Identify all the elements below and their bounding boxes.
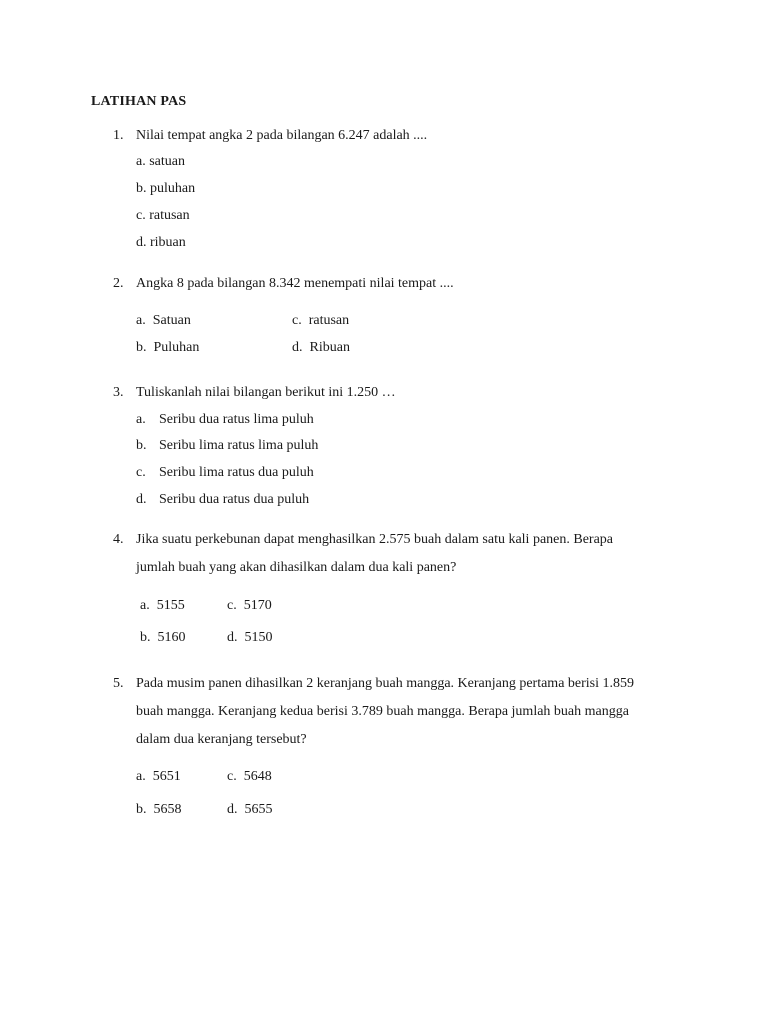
question-text: Angka 8 pada bilangan 8.342 menempati nilai tempat ....	[136, 276, 454, 291]
question-text-line-3: dalam dua keranjang tersebut?	[136, 732, 307, 747]
option-a-text: Seribu dua ratus lima puluh	[159, 412, 314, 427]
option-d: d. 5150	[227, 630, 273, 645]
option-b: b. 5658	[136, 802, 182, 817]
option-b: b. puluhan	[136, 181, 196, 196]
question-number: 3.	[113, 385, 124, 400]
option-a: a. Satuan	[136, 313, 191, 328]
question-text: Tuliskanlah nilai bilangan berikut ini 1.250 …	[136, 385, 396, 400]
option-b-letter: b.	[136, 438, 147, 453]
question-text: Nilai tempat angka 2 pada bilangan 6.247 adalah ....	[136, 128, 428, 143]
option-c-letter: c.	[136, 465, 146, 480]
option-a-letter: a.	[136, 412, 146, 427]
question-number: 4.	[113, 532, 124, 547]
document-title: LATIHAN PAS	[91, 94, 187, 109]
option-c: c. ratusan	[292, 313, 350, 328]
option-d: d. ribuan	[136, 235, 186, 250]
question-number: 5.	[113, 676, 124, 691]
option-d: d. 5655	[227, 802, 273, 817]
option-c-text: Seribu lima ratus dua puluh	[159, 465, 314, 480]
option-c: c. ratusan	[136, 208, 190, 223]
question-number: 2.	[113, 276, 124, 291]
option-d-text: Seribu dua ratus dua puluh	[159, 492, 310, 507]
question-text-line-1: Jika suatu perkebunan dapat menghasilkan 2.575 buah dalam satu kali panen. Berapa	[136, 532, 614, 547]
option-b: b. 5160	[140, 630, 186, 645]
question-number: 1.	[113, 128, 124, 143]
option-c: c. 5170	[227, 598, 272, 613]
option-b: b. Puluhan	[136, 340, 200, 355]
option-d-letter: d.	[136, 492, 147, 507]
question-text-line-1: Pada musim panen dihasilkan 2 keranjang buah mangga. Keranjang pertama berisi 1.859	[136, 676, 635, 691]
option-d: d. Ribuan	[292, 340, 350, 355]
option-b-text: Seribu lima ratus lima puluh	[159, 438, 319, 453]
option-c: c. 5648	[227, 769, 272, 784]
question-text-line-2: buah mangga. Keranjang kedua berisi 3.789 buah mangga. Berapa jumlah buah mangga	[136, 704, 629, 719]
option-a: a. 5651	[136, 769, 181, 784]
question-text-line-2: jumlah buah yang akan dihasilkan dalam dua kali panen?	[136, 560, 457, 575]
option-a: a. satuan	[136, 154, 185, 169]
option-a: a. 5155	[140, 598, 185, 613]
